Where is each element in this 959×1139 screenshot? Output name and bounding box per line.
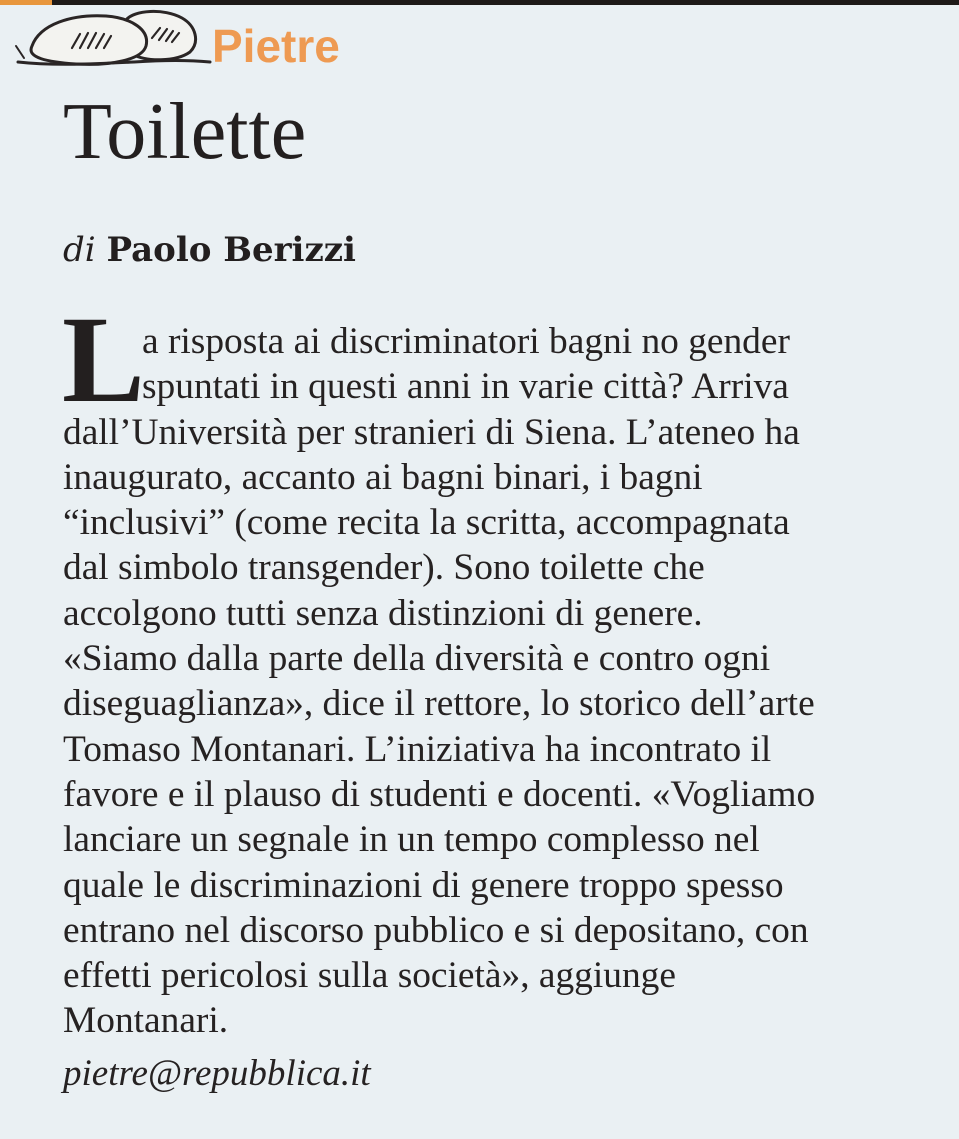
- body-line: Tomaso Montanari. L’iniziativa ha incontrato il: [63, 728, 772, 770]
- body-line: Montanari.: [63, 1000, 229, 1042]
- body-line: “inclusivi” (come recita la scritta, accompagnata: [63, 502, 790, 544]
- body-line: a risposta ai discriminatori bagni no gender: [142, 321, 790, 362]
- drop-cap: L: [62, 291, 145, 428]
- body-line: quale le discriminazioni di genere troppo spesso: [63, 864, 784, 906]
- top-rule: [0, 0, 959, 5]
- contact-email[interactable]: pietre@repubblica.it: [63, 1053, 371, 1094]
- body-line: spuntati in questi anni in varie città? Arriva: [142, 366, 789, 408]
- section-label: Pietre: [212, 20, 340, 72]
- body-line: dall’Università per stranieri di Siena. L’ateneo ha: [63, 411, 800, 453]
- body-line: effetti pericolosi sulla società», aggiunge: [63, 955, 676, 997]
- body-line: favore e il plauso di studenti e docenti. «Vogliamo: [63, 773, 816, 815]
- body-line: accolgono tutti senza distinzioni di genere.: [63, 592, 703, 634]
- article-title: Toilette: [63, 88, 307, 176]
- body-line: entrano nel discorso pubblico e si depositano, con: [63, 909, 809, 951]
- body-line: lanciare un segnale in un tempo complesso nel: [63, 819, 760, 861]
- article-body: [63, 319, 951, 1044]
- byline: [63, 226, 356, 274]
- body-line: diseguaglianza», dice il rettore, lo storico dell’arte: [63, 683, 815, 725]
- byline-prefix: di: [63, 230, 96, 270]
- stones-icon: [14, 6, 214, 68]
- body-line: «Siamo dalla parte della diversità e contro ogni: [63, 638, 771, 680]
- top-rule-accent: [0, 0, 52, 5]
- author-name: Paolo Berizzi: [106, 230, 356, 270]
- body-line: inaugurato, accanto ai bagni binari, i bagni: [63, 456, 703, 498]
- body-line: dal simbolo transgender). Sono toilette che: [63, 547, 705, 589]
